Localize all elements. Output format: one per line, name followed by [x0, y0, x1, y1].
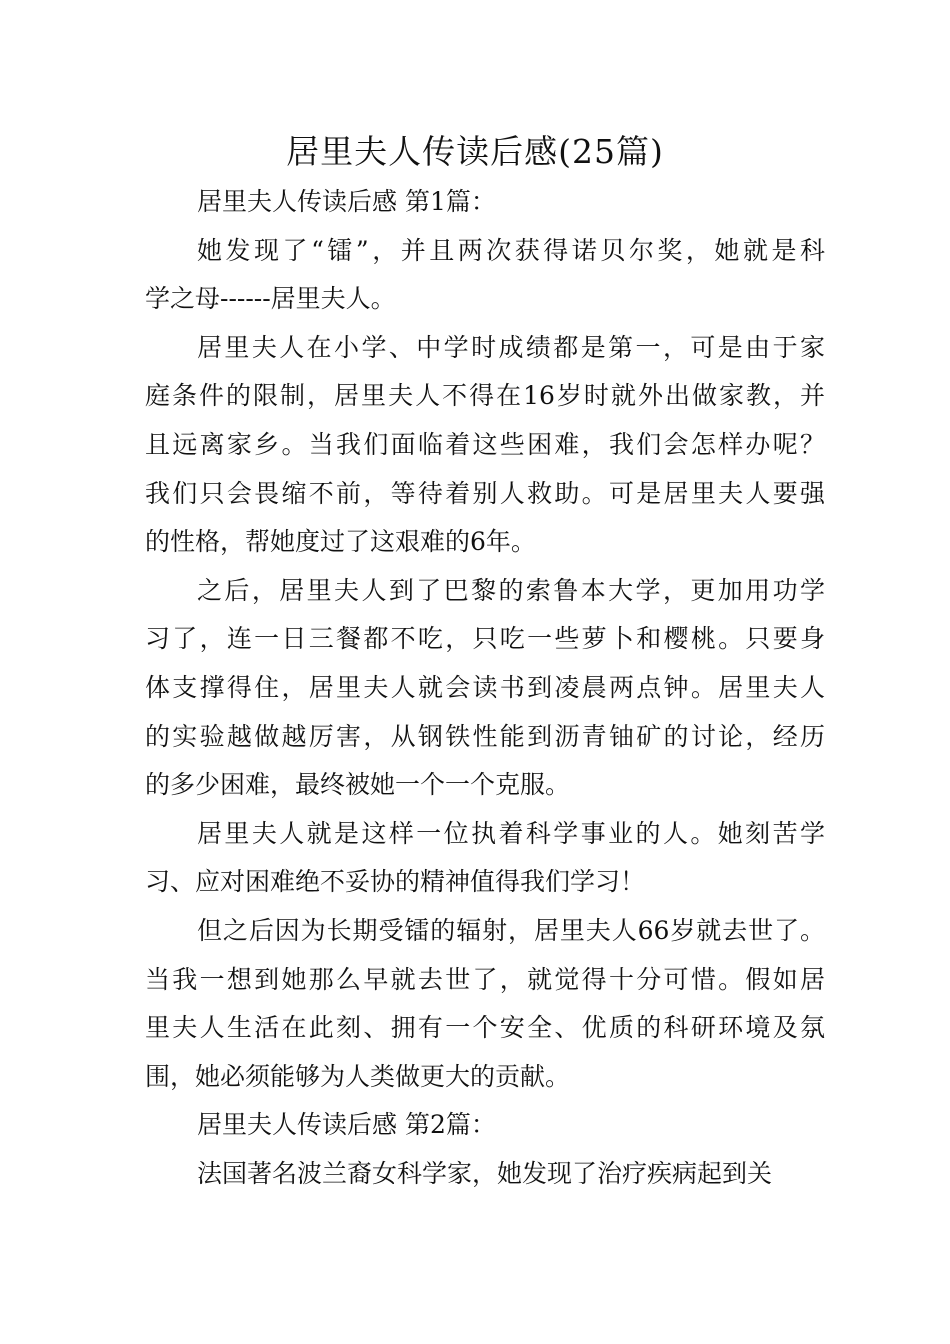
paragraph-line: 的性格，帮她度过了这艰难的6年。: [145, 527, 536, 557]
paragraph-line: 学之母------居里夫人。: [145, 284, 396, 314]
paragraph-line: 居里夫人在小学、中学时成绩都是第一，可是由于家: [197, 332, 825, 362]
heading-text: 居里夫人传读后感 第2篇：: [197, 1110, 496, 1140]
paragraph-line: 但之后因为长期受镭的辐射，居里夫人66岁就去世了。: [197, 915, 825, 945]
paragraph: [145, 324, 825, 567]
paragraph-line: 且远离家乡。当我们面临着这些困难，我们会怎样办呢？: [145, 429, 825, 459]
section-heading: [145, 1101, 825, 1150]
paragraph-line: 我们只会畏缩不前，等待着别人救助。可是居里夫人要强: [145, 478, 825, 508]
paragraph: [145, 1150, 825, 1199]
paragraph: [145, 567, 825, 810]
document-body: [145, 178, 825, 1198]
document-title: 居里夫人传读后感(25篇): [286, 132, 664, 171]
paragraph-line: 的实验越做越厉害，从钢铁性能到沥青铀矿的讨论，经历: [145, 721, 825, 751]
paragraph-line: 当我一想到她那么早就去世了，就觉得十分可惜。假如居: [145, 964, 825, 994]
paragraph-line: 庭条件的限制，居里夫人不得在16岁时就外出做家教，并: [145, 381, 825, 411]
paragraph: [145, 907, 825, 1101]
paragraph-line: 法国著名波兰裔女科学家，她发现了治疗疾病起到关: [197, 1158, 773, 1188]
paragraph-line: 之后，居里夫人到了巴黎的索鲁本大学，更加用功学: [197, 575, 825, 605]
paragraph: [145, 810, 825, 907]
section-heading: [145, 178, 825, 227]
paragraph-line: 里夫人生活在此刻、拥有一个安全、优质的科研环境及氛: [145, 1013, 825, 1043]
paragraph-line: 的多少困难，最终被她一个一个克服。: [145, 770, 571, 800]
paragraph-line: 围，她必须能够为人类做更大的贡献。: [145, 1061, 571, 1091]
paragraph-line: 居里夫人就是这样一位执着科学事业的人。她刻苦学: [197, 818, 825, 848]
heading-text: 居里夫人传读后感 第1篇：: [197, 187, 496, 216]
paragraph-line: 她发现了“镭”，并且两次获得诺贝尔奖，她就是科: [197, 235, 825, 265]
paragraph-line: 习了，连一日三餐都不吃，只吃一些萝卜和樱桃。只要身: [145, 624, 825, 654]
paragraph-line: 体支撑得住，居里夫人就会读书到凌晨两点钟。居里夫人: [145, 672, 825, 702]
paragraph: [145, 227, 825, 324]
paragraph-line: 习、应对困难绝不妥协的精神值得我们学习！: [145, 867, 646, 897]
